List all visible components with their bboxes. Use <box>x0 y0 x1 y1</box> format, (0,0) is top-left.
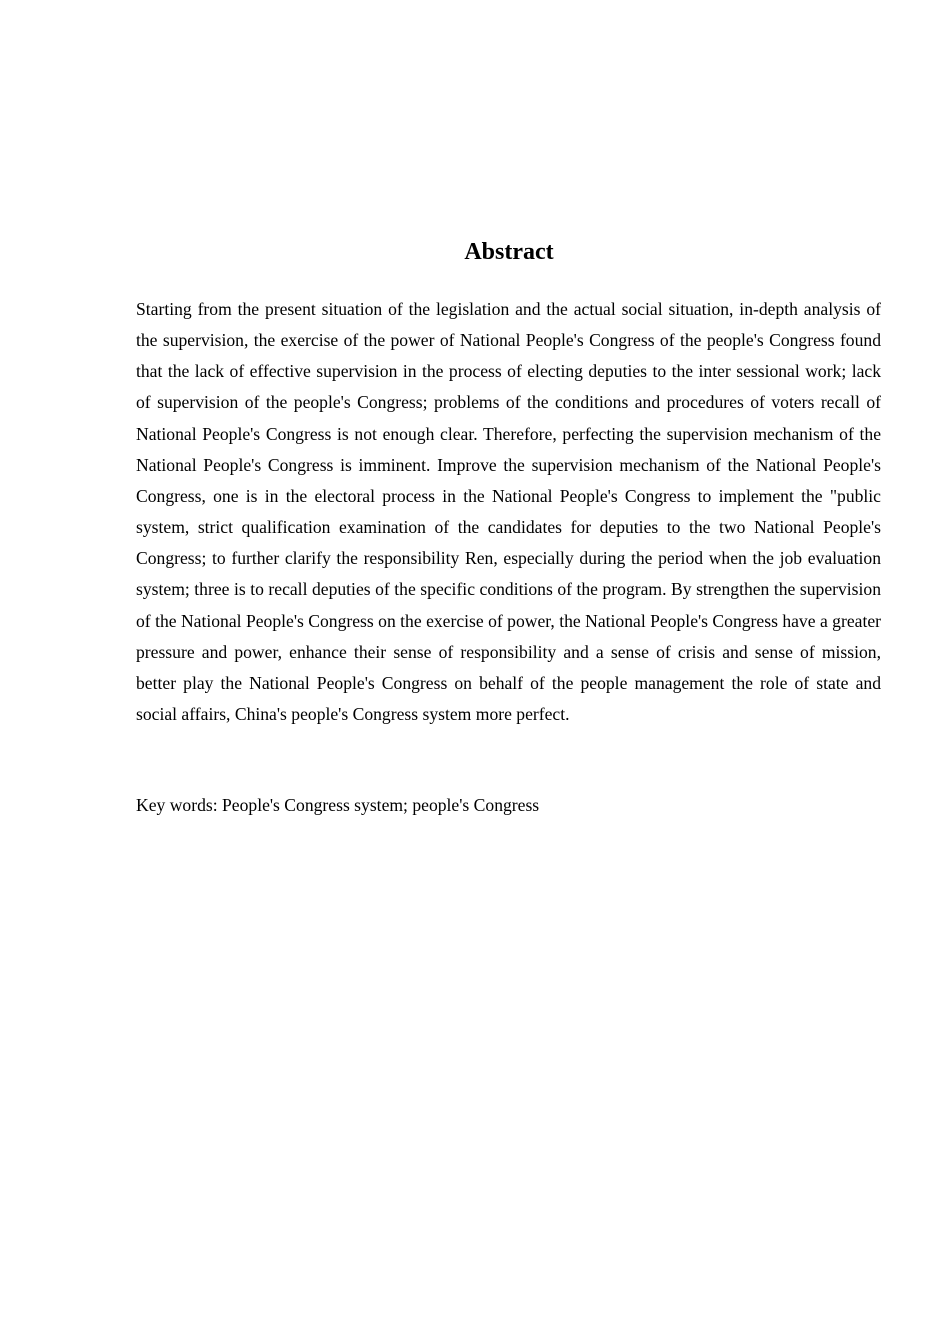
abstract-body: Starting from the present situation of the legislation and the actual social situation, in-depth analysis of the supervision, the exercise of the power of National People's Congress of the people's Congress found that the lack of effective supervision in the process of electing deputies to the inter sessional work; lack of supervision of the people's Congress; problems of the conditions and procedures of voters recall of National People's Congress is not enough clear. Therefore, perfecting the supervision mechanism of the National People's Congress is imminent. Improve the supervision mechanism of the National People's Congress, one is in the electoral process in the National People's Congress to implement the "public system, strict qualification examination of the candidates for deputies to the two National People's Congress; to further clarify the responsibility Ren, especially during the period when the job evaluation system; three is to recall deputies of the specific conditions of the program. By strengthen the supervision of the National People's Congress on the exercise of power, the National People's Congress have a greater pressure and power, enhance their sense of responsibility and a sense of crisis and sense of mission, better play the National People's Congress on behalf of the people management the role of state and social affairs, China's people's Congress system more perfect. <box>136 299 881 725</box>
keywords-line: Key words: People's Congress system; people's Congress <box>136 795 540 815</box>
abstract-title: Abstract <box>464 239 554 265</box>
